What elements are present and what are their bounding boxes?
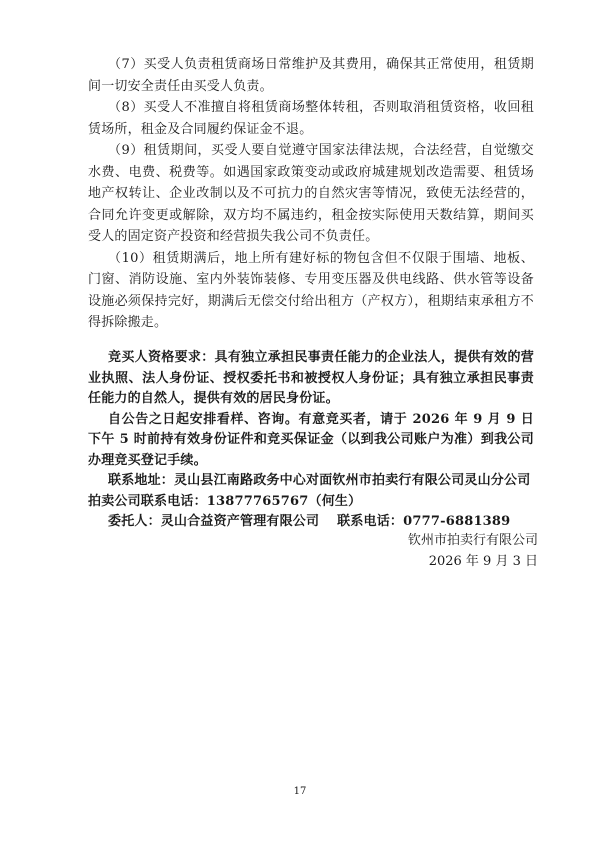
lease-terms — [88, 54, 534, 334]
term-7: （7）买受人负责租赁商场日常维护及其费用，确保其正常使用，租赁期间一切安全责任由买受人负责。 — [88, 57, 534, 94]
page-number: 17 — [293, 786, 307, 797]
registration-paragraph: 自公告之日起安排看样、咨询。有意竞买者，请于 2026 年 9 月 9 日下午 5 时前持有效身份证件和竞买保证金（以到我公司账户为准）到我公司办理竞买登记手续。 — [88, 411, 534, 468]
auction-notice — [88, 348, 534, 533]
term-9: （9）租赁期间，买受人要自觉遵守国家法律法规，合法经营，自觉缴交水费、电费、税费等。如遇国家政策变动或政府城建规划改造需要、租赁场地产权转让、企业改制以及不可抗力的自然灾害等情况，致使无法经营的，合同允许变更或解除，双方均不属违约，租金按实际使用天数结算，期间买受人的固定资产投资和经营损失我公司不负责任。 — [88, 143, 534, 244]
signature-block — [408, 530, 538, 572]
term-8: （8）买受人不准擅自将租赁商场整体转租，否则取消租赁资格，收回租赁场所，租金及合同履约保证金不退。 — [88, 100, 534, 137]
qualification-paragraph: 竞买人资格要求：具有独立承担民事责任能力的企业法人，提供有效的营业执照、法人身份证、授权委托书和被授权人身份证；具有独立承担民事责任能力的自然人，提供有效的居民身份证。 — [88, 350, 534, 406]
signature-company: 钦州市拍卖行有限公司 — [407, 533, 538, 548]
signature-date: 2026 年 9 月 3 日 — [428, 554, 538, 569]
contact-address: 联系地址：灵山县江南路政务中心对面钦州市拍卖行有限公司灵山分公司 — [108, 473, 531, 488]
term-10: （10）租赁期满后，地上所有建好标的物包含但不仅限于围墙、地板、门窗、消防设施、室内外装饰装修、专用变压器及供电线路、供水管等设备设施必须保持完好，期满后无偿交付给出租方（产权方），租期结束承租方不得拆除搬走。 — [88, 250, 534, 330]
auction-phone: 拍卖公司联系电话：13877765767（何生） — [88, 493, 362, 509]
client-contact: 委托人：灵山合益资产管理有限公司 联系电话：0777-6881389 — [108, 514, 511, 529]
